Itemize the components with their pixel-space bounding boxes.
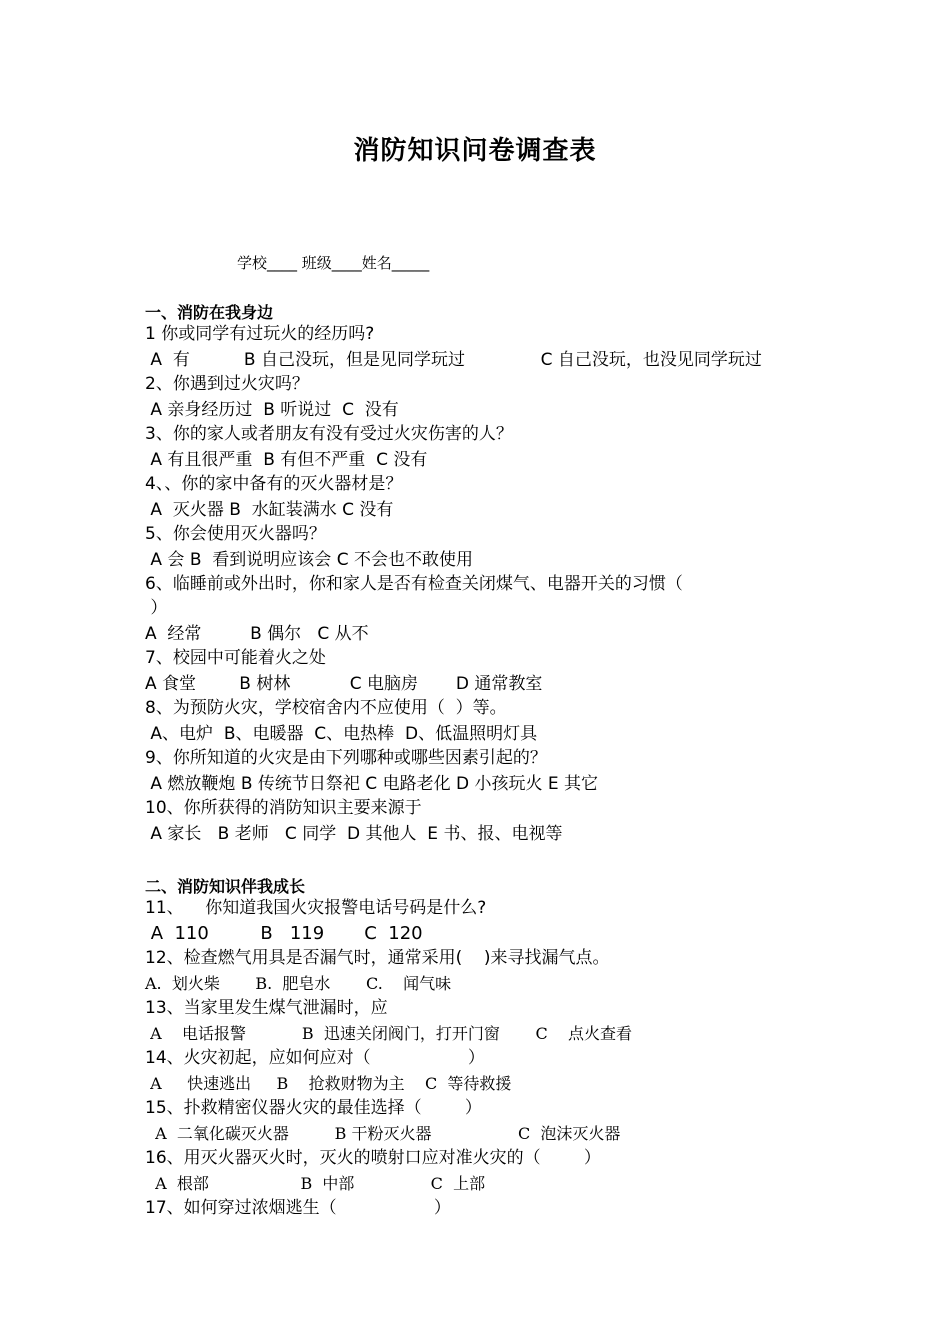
question-16-options: A 根部 B 中部 C 上部 bbox=[145, 1174, 486, 1193]
question-16: 16、用灭火器灭火时，灭火的喷射口应对准火灾的（ ） bbox=[145, 1148, 601, 1168]
question-8-options: A、电炉 B、电暖器 C、电热棒 D、低温照明灯具 bbox=[145, 724, 538, 744]
question-10: 10、你所获得的消防知识主要来源于 bbox=[145, 798, 422, 818]
question-3: 3、你的家人或者朋友有没有受过火灾伤害的人？ bbox=[145, 424, 513, 444]
question-2-options: A 亲身经历过 B 听说过 C 没有 bbox=[145, 400, 399, 420]
question-6-options: A 经常 B 偶尔 C 从不 bbox=[145, 624, 369, 644]
question-15-options: A 二氧化碳灭火器 B 干粉灭火器 C 泡沫灭火器 bbox=[145, 1124, 621, 1143]
question-17: 17、如何穿过浓烟逃生（ ） bbox=[145, 1198, 451, 1218]
question-11: 11、 你知道我国火灾报警电话号码是什么? bbox=[145, 898, 487, 918]
question-5-options: A 会 B 看到说明应该会 C 不会也不敢使用 bbox=[145, 550, 473, 570]
question-1-options: A 有 B 自己没玩，但是见同学玩过 C 自己没玩，也没见同学玩过 bbox=[145, 350, 762, 370]
question-9: 9、你所知道的火灾是由下列哪种或哪些因素引起的？ bbox=[145, 748, 547, 768]
question-13-options: A 电话报警 B 迅速关闭阀门，打开门窗 C 点火查看 bbox=[145, 1024, 633, 1043]
question-14-options: A 快速逃出 B 抢救财物为主 C 等待救援 bbox=[145, 1074, 512, 1093]
question-4-options: A 灭火器 B 水缸装满水 C 没有 bbox=[145, 500, 394, 520]
question-1: 1 你或同学有过玩火的经历吗? bbox=[145, 324, 375, 344]
page-title: 消防知识问卷调查表 bbox=[353, 136, 597, 166]
question-3-options: A 有且很严重 B 有但不严重 C 没有 bbox=[145, 450, 428, 470]
question-6: 6、临睡前或外出时，你和家人是否有检查关闭煤气、电器开关的习惯（ bbox=[145, 574, 683, 594]
question-7: 7、校园中可能着火之处 bbox=[145, 648, 326, 668]
question-5: 5、你会使用灭火器吗？ bbox=[145, 524, 326, 544]
question-12: 12、检查燃气用具是否漏气时，通常采用( )来寻找漏气点。 bbox=[145, 948, 610, 968]
section-heading-2: 二、消防知识伴我成长 bbox=[145, 877, 306, 896]
question-13: 13、当家里发生煤气泄漏时，应 bbox=[145, 998, 388, 1018]
question-9-options: A 燃放鞭炮 B 传统节日祭祀 C 电路老化 D 小孩玩火 E 其它 bbox=[145, 774, 599, 794]
student-info-line: 学校____ 班级____姓名_____ bbox=[237, 254, 430, 272]
question-12-options: A. 划火柴 B. 肥皂水 C. 闻气味 bbox=[145, 974, 452, 993]
question-4: 4、、你的家中备有的灭火器材是？ bbox=[145, 474, 403, 494]
question-11-options: A 110 B 119 C 120 bbox=[145, 923, 423, 944]
question-2: 2、你遇到过火灾吗？ bbox=[145, 374, 309, 394]
question-10-options: A 家长 B 老师 C 同学 D 其他人 E 书、报、电视等 bbox=[145, 824, 563, 844]
question-7-options: A 食堂 B 树林 C 电脑房 D 通常教室 bbox=[145, 674, 543, 694]
question-15: 15、扑救精密仪器火灾的最佳选择（ ） bbox=[145, 1098, 482, 1118]
section-heading-1: 一、消防在我身边 bbox=[145, 303, 274, 322]
question-8: 8、为预防火灾，学校宿舍内不应使用（ ）等。 bbox=[145, 698, 507, 718]
question-6-continued: ） bbox=[145, 598, 168, 618]
question-14: 14、火灾初起，应如何应对（ ） bbox=[145, 1048, 485, 1068]
